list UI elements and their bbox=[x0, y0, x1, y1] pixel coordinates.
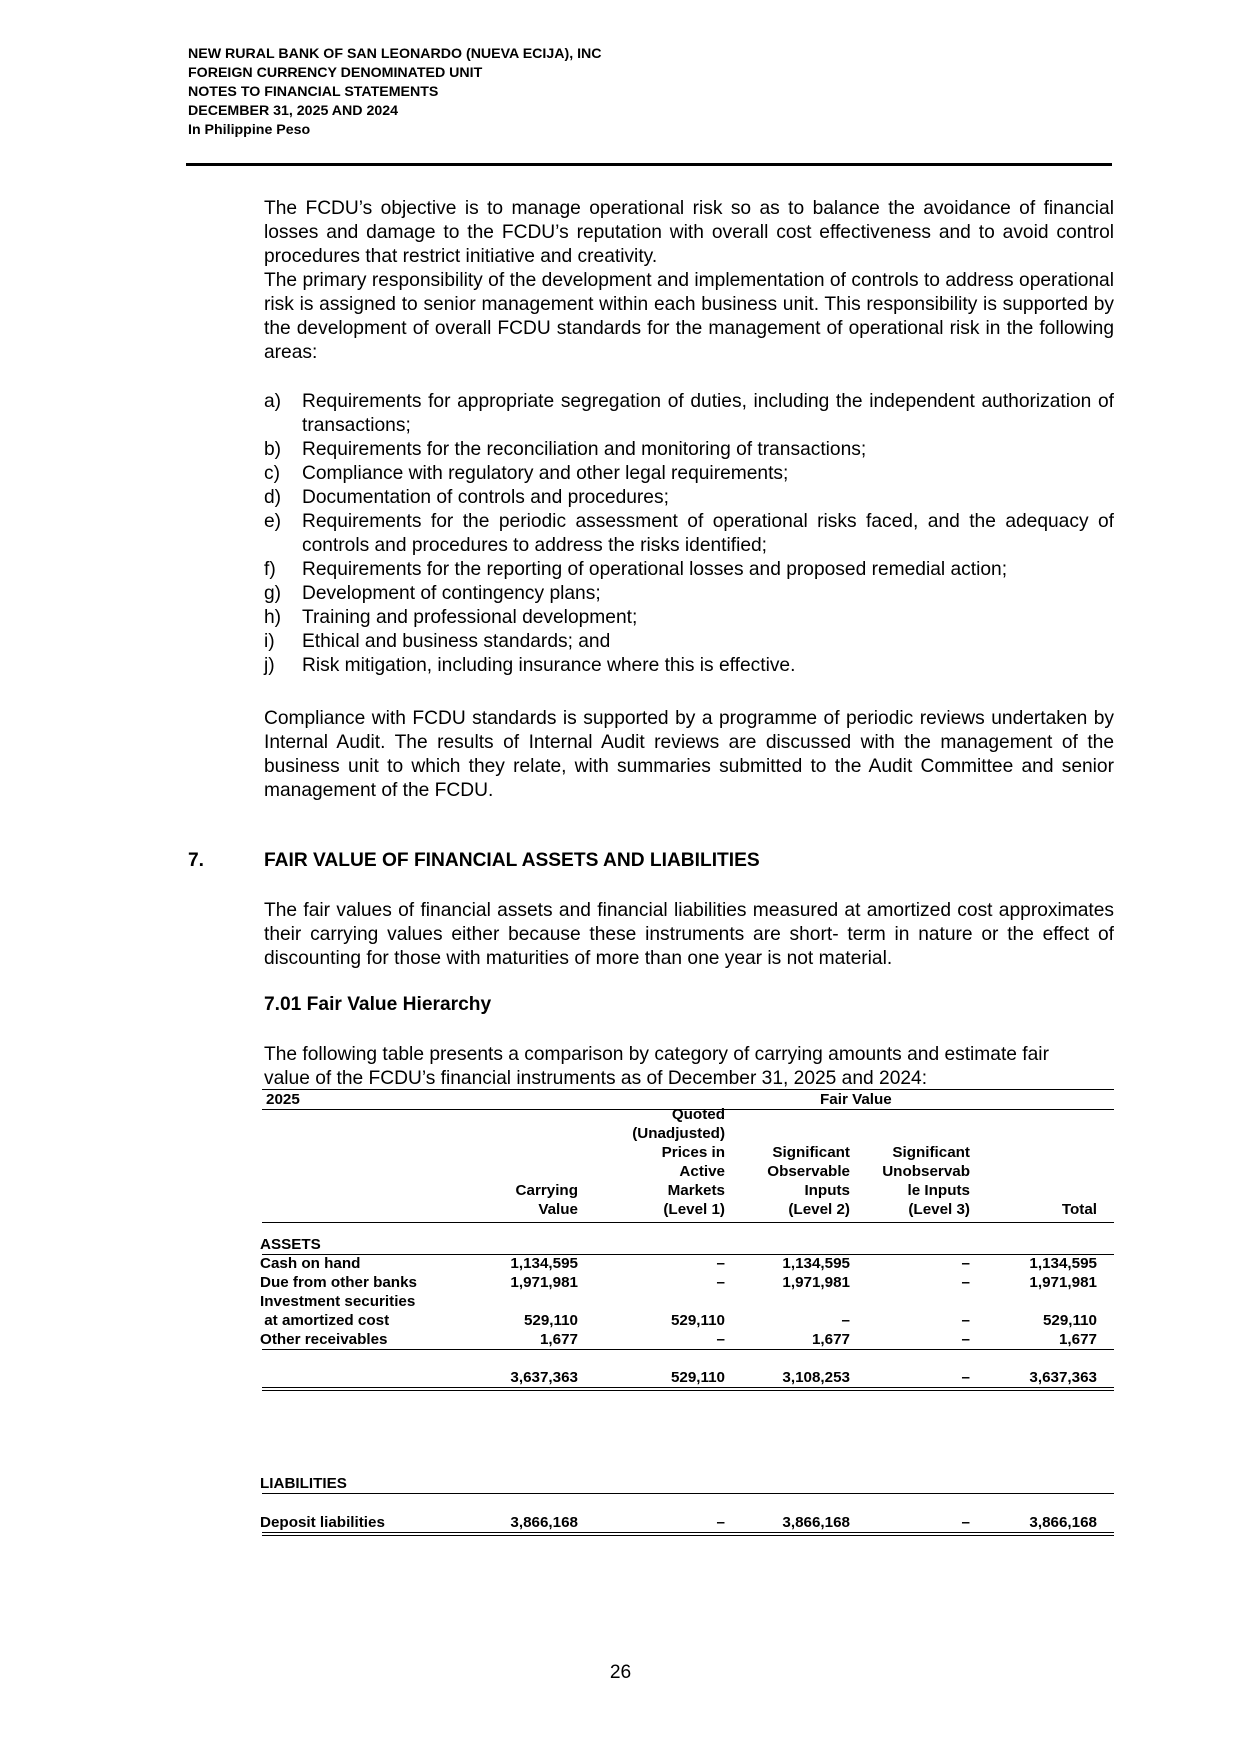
table-row-label: Due from other banks bbox=[260, 1274, 417, 1291]
assets-total-level3: – bbox=[961, 1369, 970, 1386]
cell-level1: – bbox=[716, 1274, 725, 1291]
header-bottom-rule bbox=[262, 1222, 1114, 1223]
table-row-label: Investment securities bbox=[260, 1293, 416, 1310]
document-header bbox=[188, 45, 602, 140]
assets-total-level2: 3,108,253 bbox=[782, 1369, 850, 1386]
cell-carrying: 529,110 bbox=[523, 1312, 578, 1329]
bank-name: NEW RURAL BANK OF SAN LEONARDO (NUEVA ECIJA), INC bbox=[188, 46, 602, 62]
list-item bbox=[264, 606, 1114, 630]
section-title: FAIR VALUE OF FINANCIAL ASSETS AND LIABILITIES bbox=[264, 850, 760, 871]
list-text: Requirements for the periodic assessment of operational risks faced, and the adequacy of controls and procedures to address the risks identified; bbox=[302, 511, 1114, 556]
list-marker: g) bbox=[264, 583, 282, 604]
list-marker: h) bbox=[264, 607, 282, 628]
cell-total: 3,866,168 bbox=[1029, 1514, 1097, 1531]
cell-level3: – bbox=[961, 1514, 970, 1531]
total-double-rule-bottom bbox=[262, 1390, 1114, 1391]
cell-level1: 529,110 bbox=[670, 1312, 725, 1329]
table-year: 2025 bbox=[266, 1091, 300, 1108]
cell-level2: 1,134,595 bbox=[782, 1255, 850, 1272]
cell-carrying: 1,677 bbox=[539, 1331, 578, 1348]
table-row-label: Other receivables bbox=[260, 1331, 388, 1348]
assets-total-total: 3,637,363 bbox=[1029, 1369, 1097, 1386]
cell-total: 1,971,981 bbox=[1029, 1274, 1097, 1291]
list-marker: f) bbox=[264, 559, 276, 580]
col-level1-header: Quoted (Unadjusted) Prices in Active Markets (Level 1) bbox=[632, 1106, 725, 1218]
section-number: 7. bbox=[188, 850, 205, 871]
list-item bbox=[264, 510, 1114, 558]
list-marker: c) bbox=[264, 463, 280, 484]
cell-level1: – bbox=[716, 1514, 725, 1531]
assets-label: ASSETS bbox=[260, 1236, 321, 1253]
paragraph-objective: The FCDU’s objective is to manage operational risk so as to balance the avoidance of financial losses and damage to the FCDU’s reputation with overall cost effectiveness and to avoid control procedures that restrict initiative and creativity. bbox=[264, 198, 1114, 267]
list-marker: a) bbox=[264, 391, 282, 412]
list-marker: j) bbox=[264, 655, 275, 676]
assets-total-level1: 529,110 bbox=[670, 1369, 725, 1386]
table-row-label: Deposit liabilities bbox=[260, 1514, 385, 1531]
cell-level3: – bbox=[961, 1312, 970, 1329]
cell-level3: – bbox=[961, 1331, 970, 1348]
intro-line: value of the FCDU’s financial instruments as of December 31, 2025 and 2024: bbox=[264, 1068, 928, 1089]
cell-level1: – bbox=[716, 1255, 725, 1272]
cell-carrying: 1,134,595 bbox=[510, 1255, 578, 1272]
statement-date: DECEMBER 31, 2025 AND 2024 bbox=[188, 103, 399, 119]
unit-name: FOREIGN CURRENCY DENOMINATED UNIT bbox=[188, 65, 483, 81]
list-text: Risk mitigation, including insurance where this is effective. bbox=[302, 655, 796, 676]
cell-level3: – bbox=[961, 1255, 970, 1272]
list-marker: i) bbox=[264, 631, 275, 652]
list-item bbox=[264, 438, 1114, 462]
cell-total: 529,110 bbox=[1042, 1312, 1097, 1329]
cell-carrying: 3,866,168 bbox=[510, 1514, 578, 1531]
table-top-rule bbox=[262, 1089, 1114, 1090]
list-item bbox=[264, 558, 1114, 582]
standards-list bbox=[264, 390, 1114, 678]
liability-double-rule-top bbox=[262, 1532, 1114, 1533]
list-text: Documentation of controls and procedures; bbox=[302, 487, 669, 508]
liability-double-rule-bottom bbox=[262, 1535, 1114, 1536]
col-carrying-header: Carrying Value bbox=[515, 1182, 578, 1218]
list-marker: e) bbox=[264, 511, 282, 532]
list-item bbox=[264, 654, 1114, 678]
list-marker: b) bbox=[264, 439, 282, 460]
cell-level3: – bbox=[961, 1274, 970, 1291]
list-item bbox=[264, 582, 1114, 606]
list-item bbox=[264, 630, 1114, 654]
fair-value-header: Fair Value bbox=[820, 1091, 892, 1108]
paragraph-table-intro bbox=[264, 1043, 1114, 1091]
table-row-label-continued: at amortized cost bbox=[260, 1312, 390, 1329]
cell-total: 1,134,595 bbox=[1029, 1255, 1097, 1272]
paragraph-fair-value: The fair values of financial assets and financial liabilities measured at amortized cost approximates their carrying values either because these instruments are short- term in nature or the effect of discounting for those with maturities of more than one year is not material. bbox=[264, 900, 1114, 969]
intro-line: The following table presents a comparison by category of carrying amounts and estimate fair bbox=[264, 1044, 1049, 1065]
subtotal-rule bbox=[262, 1349, 1114, 1350]
col-total-header: Total bbox=[1061, 1201, 1097, 1218]
liabilities-rule bbox=[262, 1493, 1114, 1494]
currency-note: In Philippine Peso bbox=[188, 122, 311, 138]
table-row-label: Cash on hand bbox=[260, 1255, 361, 1272]
cell-total: 1,677 bbox=[1058, 1331, 1097, 1348]
list-text: Ethical and business standards; and bbox=[302, 631, 611, 652]
list-item bbox=[264, 486, 1114, 510]
cell-level1: – bbox=[716, 1331, 725, 1348]
list-item bbox=[264, 390, 1114, 438]
paragraph-compliance: Compliance with FCDU standards is supported by a programme of periodic reviews undertaken by Internal Audit. The results of Internal Audit reviews are discussed with the management of the business unit to which they relate, with summaries submitted to the Audit Committee and senior management of the FCDU. bbox=[264, 708, 1114, 801]
cell-level2: 1,971,981 bbox=[782, 1274, 850, 1291]
cell-carrying: 1,971,981 bbox=[510, 1274, 578, 1291]
subsection-title: 7.01 Fair Value Hierarchy bbox=[264, 994, 492, 1015]
list-item bbox=[264, 462, 1114, 486]
liabilities-label: LIABILITIES bbox=[260, 1475, 347, 1492]
page-number: 26 bbox=[609, 1662, 632, 1683]
list-text: Requirements for the reporting of operational losses and proposed remedial action; bbox=[302, 559, 1008, 580]
list-text: Development of contingency plans; bbox=[302, 583, 601, 604]
header-divider bbox=[186, 163, 1112, 166]
paragraph-responsibility: The primary responsibility of the development and implementation of controls to address operational risk is assigned to senior management within each business unit. This responsibility is supported by the development of overall FCDU standards for the management of operational risk in the following areas: bbox=[264, 270, 1114, 363]
list-text: Training and professional development; bbox=[302, 607, 638, 628]
list-marker: d) bbox=[264, 487, 282, 508]
assets-total-carrying: 3,637,363 bbox=[510, 1369, 578, 1386]
cell-level2: 1,677 bbox=[811, 1331, 850, 1348]
statement-title: NOTES TO FINANCIAL STATEMENTS bbox=[188, 84, 439, 100]
cell-level2: – bbox=[841, 1312, 850, 1329]
col-level2-header: Significant Observable Inputs (Level 2) bbox=[767, 1144, 850, 1218]
total-double-rule-top bbox=[262, 1387, 1114, 1388]
cell-level2: 3,866,168 bbox=[782, 1514, 850, 1531]
list-text: Requirements for the reconciliation and monitoring of transactions; bbox=[302, 439, 867, 460]
col-level3-header: Significant Unobservab le Inputs (Level 3) bbox=[882, 1144, 970, 1218]
list-text: Compliance with regulatory and other legal requirements; bbox=[302, 463, 789, 484]
list-text: Requirements for appropriate segregation of duties, including the independent authorization of transactions; bbox=[302, 391, 1114, 436]
